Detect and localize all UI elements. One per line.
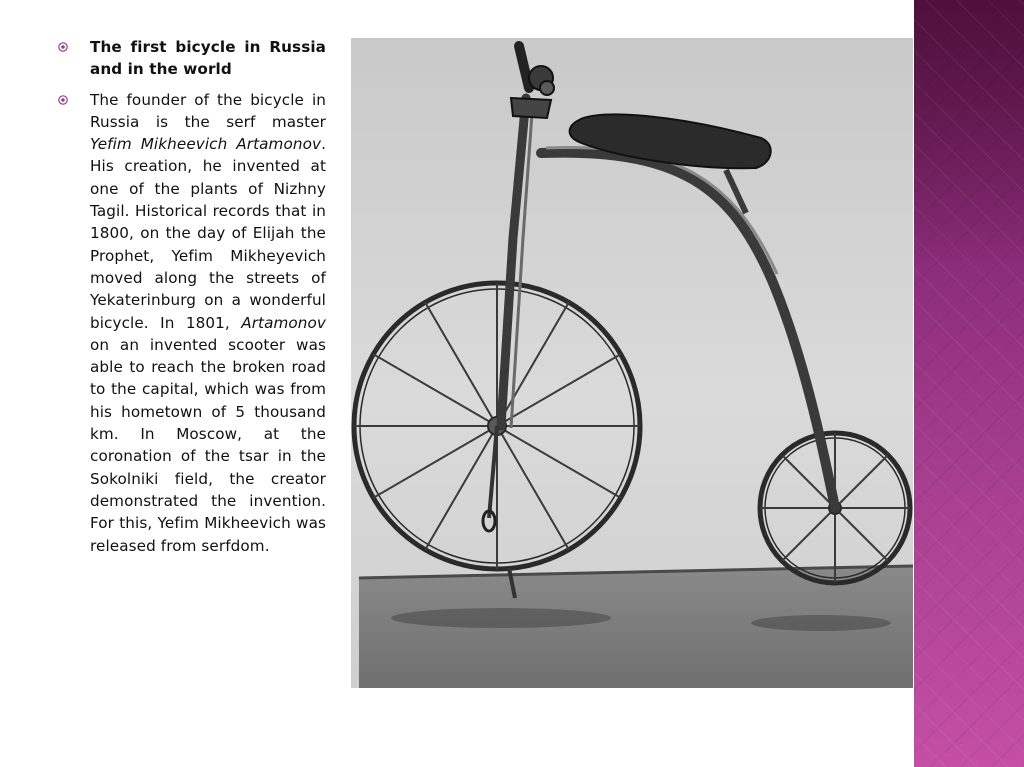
circle-target-icon — [58, 42, 68, 52]
text-run: The first bicycle in Russia and in the world — [90, 38, 326, 79]
decorative-side-band — [914, 0, 1024, 767]
circle-target-icon — [58, 95, 68, 105]
bicycle-illustration — [351, 38, 913, 688]
text-run: The founder of the bicycle in Russia is the serf master — [90, 90, 326, 131]
bullet-item-body — [58, 89, 326, 557]
bullet-item-heading — [58, 36, 326, 81]
italic-name-text: Artamonov — [241, 313, 326, 332]
bicycle-photo — [351, 38, 913, 688]
heading-text — [90, 36, 326, 81]
text-run: on an invented scooter was able to reach the broken road to the capital, which was from his hometown of 5 thousand km. In Moscow, at the coronation of the tsar in the Sokolniki field, the creator demonstrated the invention. For this, Yefim Mikheevich was released from serfdom. — [90, 335, 326, 555]
text-column — [58, 36, 326, 565]
text-run: . His creation, he invented at one of the plants of Nizhny Tagil. Historical records that in 1800, on the day of Elijah the Prophet, Yefim Mikheyevich moved along the streets of Yekaterinburg on a wonderful bicycle. In 1801, — [90, 135, 326, 332]
italic-name-text: Yefim Mikheevich Artamonov — [90, 135, 322, 154]
body-text — [90, 89, 326, 557]
